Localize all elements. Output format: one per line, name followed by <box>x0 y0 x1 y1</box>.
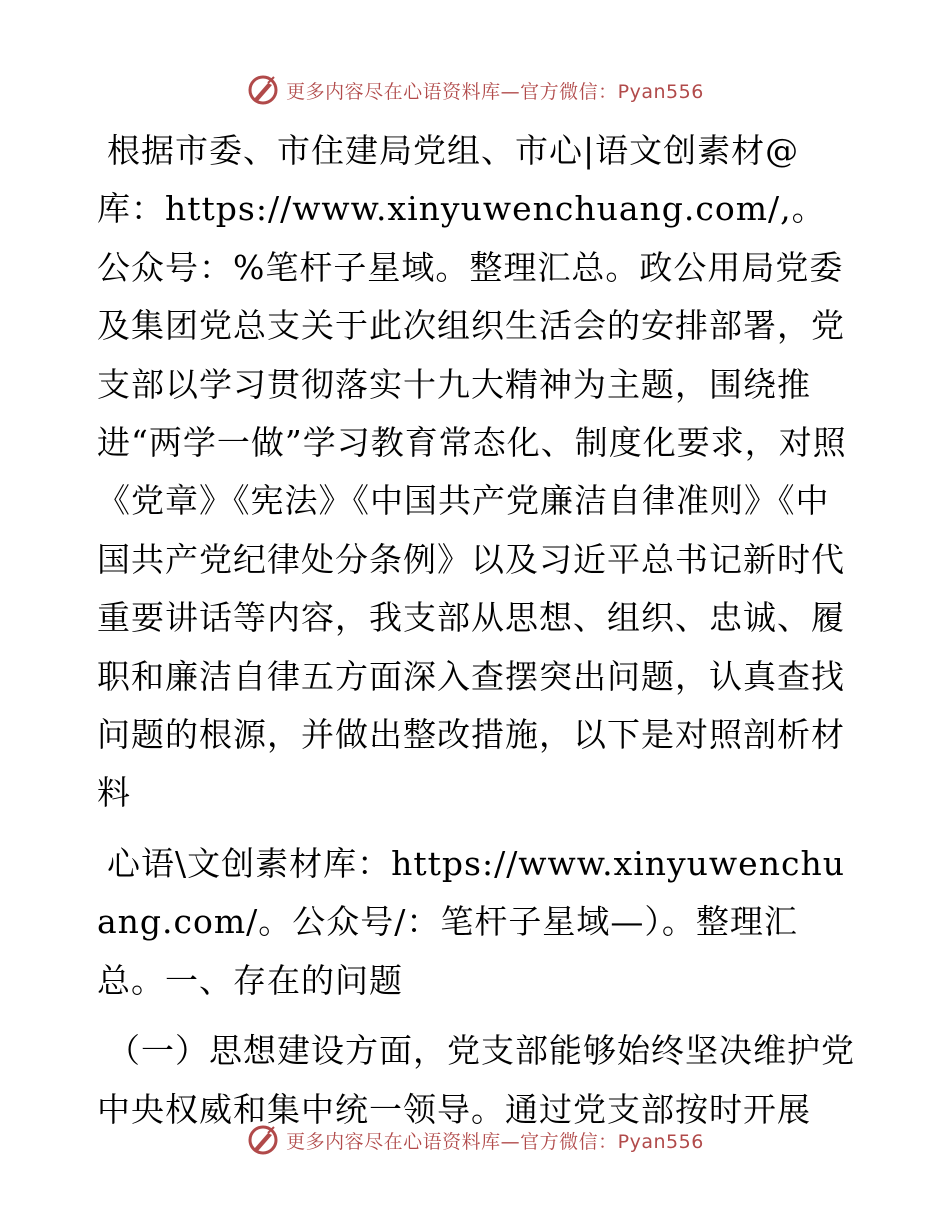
watermark-text: 更多内容尽在心语资料库—官方微信：Pyan556 <box>286 80 704 103</box>
footer-watermark <box>0 1120 950 1160</box>
pen-circle-logo-icon <box>246 1123 280 1157</box>
header-watermark <box>0 70 950 110</box>
paragraph-source-note: 心语\文创素材库：https://www.xinyuwenchuang.com/。公众号/：笔杆子星域—）。整理汇总。一、存在的问题 <box>97 843 845 1000</box>
paragraph-intro: 根据市委、市住建局党组、市心|语文创素材@库：https://www.xinyuwenchuang.com/,。公众号：%笔杆子星域。整理汇总。政公用局党委及集团党总支关于此次组织生活会的安排部署，党支部以学习贯彻落实十九大精神为主题，围绕推进“两学一做”学习教育常态化、制度化要求，对照《党章》《宪法》《中国共产党廉洁自律准则》《中国共产党纪律处分条例》以及习近平总书记新时代重要讲话等内容，我支部从思想、组织、忠诚、履职和廉洁自律五方面深入查摆突出问题，认真查找问题的根源，并做出整改措施，以下是对照剖析材料 <box>97 131 847 813</box>
paragraph-ideology-section: （一）思想建设方面，党支部能够始终坚决维护党中央权威和集中统一领导。通过党支部按时开展 <box>97 1031 855 1129</box>
document-body <box>97 122 857 1139</box>
pen-circle-logo-icon <box>246 73 280 107</box>
watermark-text: 更多内容尽在心语资料库—官方微信：Pyan556 <box>286 1130 704 1153</box>
